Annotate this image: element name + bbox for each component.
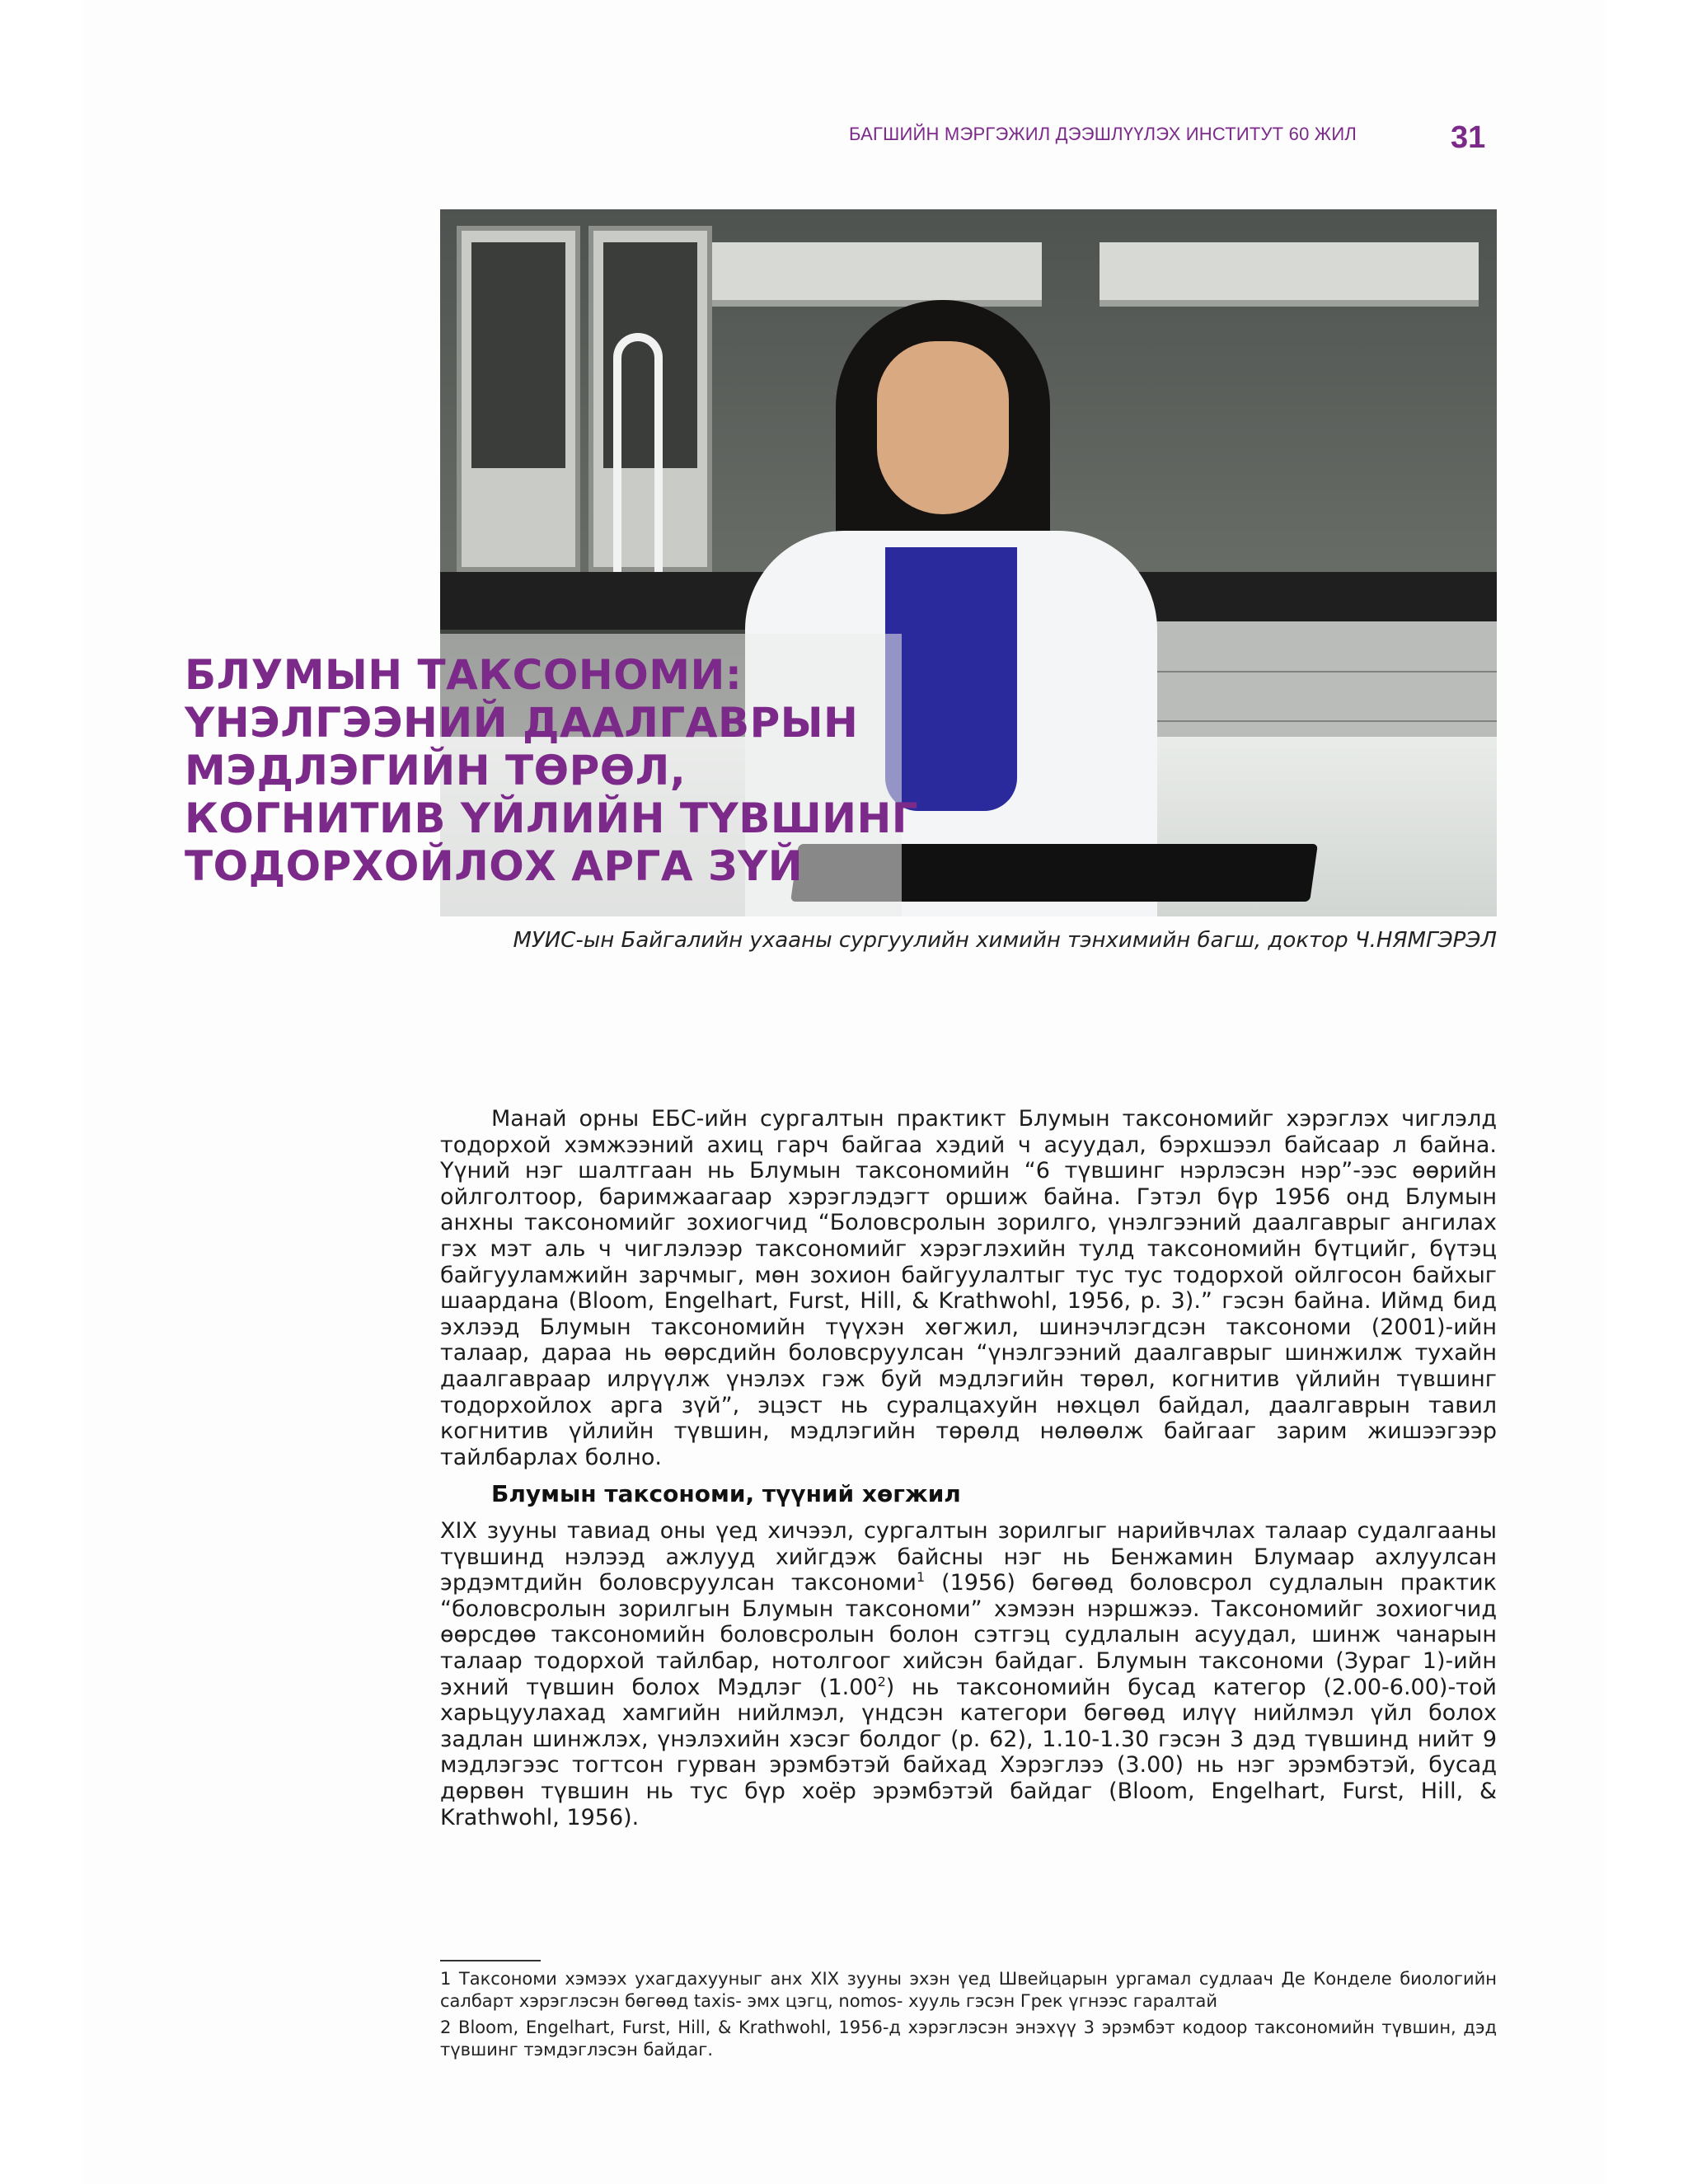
photo-faucet — [613, 333, 663, 580]
paragraph-text: XIX зууны тавиад оны үед хичээл, сургалтын зорилгыг нарийвчлах талаар судалгааны түвшинд нэлээд ажлууд хийгдэж байсны нэг нь Бенжамин Блумаар ахлуулсан эрдэмтдийн боловсруулсан таксономи — [440, 1518, 1497, 1596]
footnote: 1 Таксономи хэмээх ухагдахууныг анх XIX зууны эхэн үед Швейцарын ургамал судлаач Де Конделе биологийн салбарт хэрэглэсэн бөгөөд taxis- эмх цэгц, nomos- хууль гэсэн Грек үгнээс гаралтай — [440, 1969, 1497, 2011]
footnote-ref[interactable]: 2 — [877, 1673, 886, 1690]
footnote-ref[interactable]: 1 — [916, 1569, 926, 1586]
footnote: 2 Bloom, Engelhart, Furst, Hill, & Krathwohl, 1956-д хэрэглэсэн энэхүү 3 эрэмбэт кодоор таксономийн түвшин, дэд түвшинг тэмдэглэсэн байдаг. — [440, 2018, 1497, 2060]
title-line: МЭДЛЭГИЙН ТӨРӨЛ, — [185, 747, 687, 794]
running-header: БАГШИЙН МЭРГЭЖИЛ ДЭЭШЛҮҮЛЭХ ИНСТИТУТ 60 ЖИЛ — [849, 124, 1357, 144]
section-paragraph — [440, 1518, 1497, 1830]
photo-fume-hood — [712, 242, 1042, 307]
footnote-divider — [440, 1960, 541, 1961]
paragraph-text: ) нь таксономийн бусад категор (2.00-6.00)-той харьцуулахад хамгийн нийлмэл, үндсэн категори бөгөөд илүү нийлмэл үйл болох задлан шинжлэх, үнэлэхийн хэсэг болдог (p. 62), 1.10-1.30 гэсэн 3 дэд түвшинд нийт 9 мэдлэгээс тогтсон гурван эрэмбэтэй байхад Хэрэглээ (3.00) нь нэг эрэмбэтэй, бусад дөрвөн түвшин нь тус бүр хоёр эрэмбэтэй байдаг (Bloom, Engelhart, Furst, Hill, & Krathwohl, 1956). — [440, 1674, 1497, 1830]
article-title — [185, 651, 926, 890]
photo-cabinet — [457, 226, 580, 572]
intro-paragraph: Манай орны ЕБС-ийн сургалтын практикт Блумын таксономийг хэрэглэх чиглэлд тодорхой хэмжээний ахиц гарч байгаа хэдий ч асуудал, бэрхшээл байсаар л байна. Үүний нэг шалтгаан нь Блумын таксономийн “6 түвшинг нэрлэсэн нэр”-ээс өөрийн ойлголтоор, баримжаагаар хэрэглэдэгт оршиж байна. Гэтэл бүр 1956 онд Блумын анхны таксономийг зохиогчид “Боловсролын зорилго, үнэлгээний даалгаврыг ангилах гэх мэт аль ч чиглэлээр таксономийг хэрэглэхийн тулд таксономийн бүтцийг, бүтэц байгууламжийн зарчмыг, мөн зохион байгуулалтыг тус тус тодорхой ойлгосон байхыг шаардана (Bloom, Engelhart, Furst, Hill, & Krathwohl, 1956, p. 3).” гэсэн байна. Иймд бид эхлээд Блумын таксономийн түүхэн хөгжил, шинэчлэгдсэн таксономи (2001)-ийн талаар, дараа нь өөрсдийн боловсруулсан “үнэлгээний даалгаврыг шинжилж тухайн даалгавраар илрүүлж үнэлэх гэж буй мэдлэгийн төрөл, когнитив үйлийн түвшинг тодорхойлох арга зүй”, эцэст нь суралцахуйн нөхцөл байдал, даалгаврын тавил когнитив үйлийн түвшин, мэдлэгийн төрөлд нөлөөлж байгааг зарим жишээгээр тайлбарлах болно. — [440, 1106, 1497, 1470]
paragraph-text: (1956) бөгөөд боловсрол судлалын практик “боловсролын зорилгын Блумын таксономи” хэмээн нэршжээ. Таксономийг зохиогчид өөрсдөө таксономийн боловсролын болон сэтгэц судлалын асуудал, шинж чанарын талаар тодорхой тайлбар, нотолгоог хийсэн байдаг. Блумын таксономи (Зураг 1)-ийн эхний түвшин болох Мэдлэг (1.00 — [440, 1570, 1497, 1700]
author-byline: МУИС-ын Байгалийн ухааны сургуулийн химийн тэнхимийн багш, доктор Ч.НЯМГЭРЭЛ — [513, 928, 1497, 953]
section-heading: Блумын таксономи, түүний хөгжил — [491, 1480, 961, 1507]
photo-fume-hood — [1100, 242, 1479, 307]
title-line: КОГНИТИВ ҮЙЛИЙН ТҮВШИНГ — [185, 794, 919, 842]
title-line: ТОДОРХОЙЛОХ АРГА ЗҮЙ — [185, 842, 804, 890]
title-line: БЛУМЫН ТАКСОНОМИ: — [185, 651, 743, 699]
title-line: ҮНЭЛГЭЭНИЙ ДААЛГАВРЫН — [185, 699, 859, 747]
page-number: 31 — [1451, 120, 1486, 155]
